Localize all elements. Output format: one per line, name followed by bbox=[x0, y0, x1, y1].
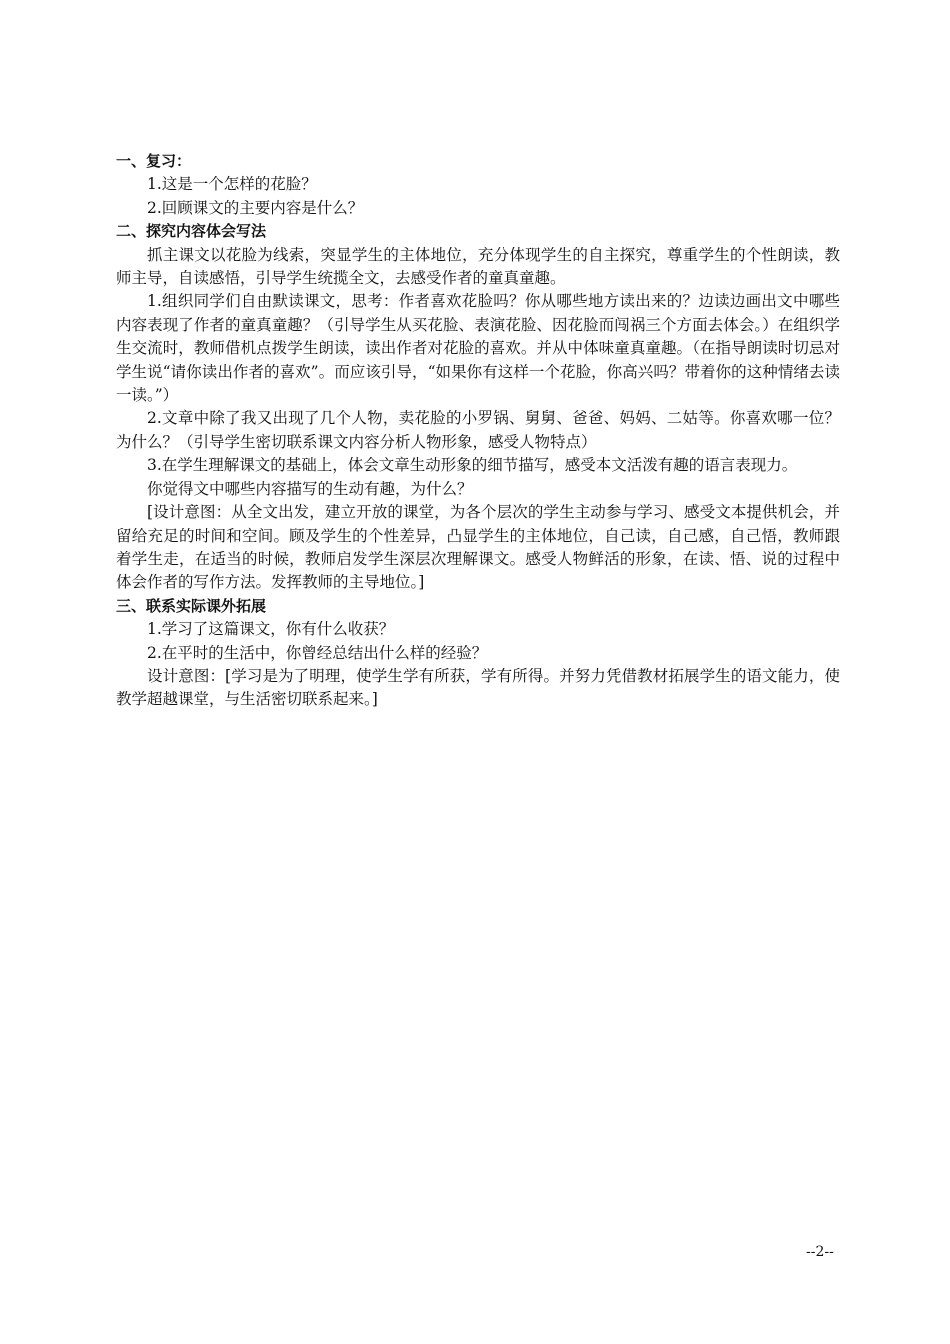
extend-question-1: 1.学习了这篇课文，你有什么收获？ bbox=[147, 620, 395, 639]
explore-question-paragraph: 你觉得文中哪些内容描写的生动有趣，为什么？ bbox=[147, 479, 473, 498]
extend-question-2: 2.在平时的生活中，你曾经总结出什么样的经验？ bbox=[147, 643, 488, 662]
section-heading-extend: 三、联系实际课外拓展 bbox=[116, 596, 267, 615]
section-heading-review: 一、复习： bbox=[116, 152, 192, 170]
review-question-1: 1.这是一个怎样的花脸？ bbox=[147, 175, 317, 194]
extend-design-intent-paragraph: 设计意图：[学习是为了明理，使学生学有所获，学有所得。并努力凭借教材拓展学生的语文能力，使教学超越课堂，与生活密切联系起来。] bbox=[116, 666, 840, 709]
explore-design-intent-paragraph: [设计意图：从全文出发，建立开放的课堂，为各个层次的学生主动参与学习、感受文本提供机会，并留给充足的时间和空间。顾及学生的个性差异，凸显学生的主体地位，自己读，自己感，自己悟，教师跟着学生走，在适当的时候，教师启发学生深层次理解课文。感受人物鲜活的形象，在读、悟、说的过程中体会作者的写作方法。发挥教师的主导地位。] bbox=[116, 503, 840, 592]
explore-item-3-paragraph: 3.在学生理解课文的基础上，体会文章生动形象的细节描写，感受本文活泼有趣的语言表现力。 bbox=[147, 456, 798, 475]
section-heading-explore: 二、探究内容体会写法 bbox=[116, 222, 267, 241]
document-body bbox=[116, 150, 840, 712]
page-number: --2-- bbox=[806, 1244, 834, 1260]
explore-intro-paragraph: 抓主课文以花脸为线索，突显学生的主体地位，充分体现学生的自主探究，尊重学生的个性朗读，教师主导，自读感悟，引导学生统揽全文，去感受作者的童真童趣。 bbox=[116, 245, 840, 288]
explore-item-1-paragraph: 1.组织同学们自由默读课文，思考：作者喜欢花脸吗？你从哪些地方读出来的？边读边画出文中哪些内容表现了作者的童真童趣？（引导学生从买花脸、表演花脸、因花脸而闯祸三个方面去体会。）在组织学生交流时，教师借机点拨学生朗读，读出作者对花脸的喜欢。并从中体味童真童趣。（在指导朗读时切忌对学生说“请你读出作者的喜欢”。而应该引导，“如果你有这样一个花脸，你高兴吗？带着你的这种情绪去读一读。”） bbox=[116, 292, 840, 405]
review-question-2: 2.回顾课文的主要内容是什么？ bbox=[147, 198, 364, 217]
explore-item-2-paragraph: 2.文章中除了我又出现了几个人物，卖花脸的小罗锅、舅舅、爸爸、妈妈、二姑等。你喜欢哪一位？为什么？（引导学生密切联系课文内容分析人物形象，感受人物特点） bbox=[116, 409, 840, 451]
